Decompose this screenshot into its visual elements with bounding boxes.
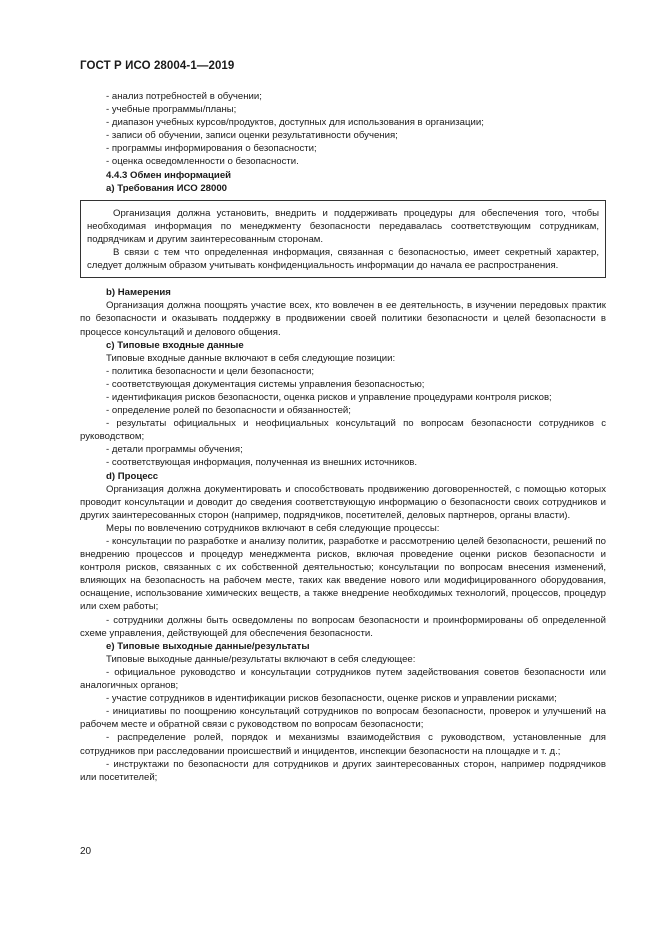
outputs-paragraph: Типовые выходные данные/результаты включают в себя следующее: xyxy=(106,653,416,665)
intent-paragraph: Организация должна поощрять участие всех, кто вовлечен в ее деятельность, в изучении передовых практик по безопасности и оказывать поддержку в продвижении своей политики безопасности и целей безопасности в процессе консультаций и делового общения. xyxy=(80,300,606,338)
outputs-list xyxy=(80,666,606,784)
list-item: - консультации по разработке и анализу политик, разработке и рассмотрению целей безопасности, решений по внедрению процессов и процедур менеджмента рисков, включая проведение оценки рисков безопасности и контроля рисков, связанных с их собственной деятельностью; консультации по вопросам внесения изменений, влияющих на безопасность на рабочем месте, таких как введение нового или модифицированного оборудования, оснащение, использование химических веществ, а также внедрение необходимых технологий, процессов, процедур или схем работы; xyxy=(80,536,606,613)
process-paragraph: Организация должна документировать и способствовать продвижению договоренностей, с помощью которых проводит консультации и доводит до сведения соответствующую информацию о безопасности своих сотрудников и других заинтересованных сторон (например, подрядчиков, посетителей, деловых партнеров, органы власти). xyxy=(80,483,606,521)
subsection-heading-c: c) Типовые входные данные xyxy=(106,339,244,351)
list-item: - участие сотрудников в идентификации рисков безопасности, оценке рисков и управлении рисками; xyxy=(106,693,557,705)
list-item: - инициативы по поощрению консультаций сотрудников по вопросам безопасности, проверок и улучшений на рабочем месте и обратной связи с руководством по вопросам безопасности; xyxy=(80,706,606,731)
subsection-heading-a: a) Требования ИСО 28000 xyxy=(106,182,227,194)
list-item: - записи об обучении, записи оценки результативности обучения; xyxy=(106,130,398,142)
list-item: - диапазон учебных курсов/продуктов, доступных для использования в организации; xyxy=(106,117,484,129)
requirements-paragraph: Организация должна установить, внедрить и поддерживать процедуры для обеспечения того, чтобы необходимая информация по менеджменту безопасности передавалась соответствующим сотрудникам, подрядчикам и другим заинтересованным сторонам. xyxy=(87,207,599,245)
process-list xyxy=(80,535,606,640)
list-item: - инструктажи по безопасности для сотрудников и других заинтересованных сторон, например подрядчиков или посетителей; xyxy=(80,758,606,783)
list-item: - детали программы обучения; xyxy=(106,444,243,456)
list-item: - политика безопасности и цели безопасности; xyxy=(106,365,314,377)
subsection-heading-e: e) Типовые выходные данные/результаты xyxy=(106,640,310,652)
subsection-heading-b: b) Намерения xyxy=(106,287,171,299)
list-item: - соответствующая документация системы управления безопасностью; xyxy=(106,378,425,390)
list-item: - идентификация рисков безопасности, оценка рисков и управление процедурами контроля рисков; xyxy=(106,391,552,403)
list-item: - соответствующая информация, полученная из внешних источников. xyxy=(106,457,418,469)
list-item: - оценка осведомленности о безопасности. xyxy=(106,156,299,168)
requirements-box xyxy=(80,200,606,278)
list-item: - учебные программы/планы; xyxy=(106,104,237,116)
page-content xyxy=(80,90,606,784)
list-item: - программы информирования о безопасности; xyxy=(106,143,317,155)
list-item: - сотрудники должны быть осведомлены по вопросам безопасности и проинформированы об определенной схеме управления, действующей для обеспечения безопасности. xyxy=(80,614,606,639)
list-item: - определение ролей по безопасности и обязанностей; xyxy=(106,405,351,417)
list-item: - распределение ролей, порядок и механизмы взаимодействия с руководством, установленные для сотрудников при расследовании происшествий и инцидентов, инспекции безопасности на площадке и т. д.; xyxy=(80,732,606,757)
training-list xyxy=(80,90,606,169)
document-header: ГОСТ Р ИСО 28004-1—2019 xyxy=(80,60,235,72)
list-item: - официальное руководство и консультации сотрудников путем задействования советов безопасности или аналогичных органов; xyxy=(80,666,606,692)
requirements-paragraph: В связи с тем что определенная информация, связанная с безопасностью, имеет секретный характер, следует должным образом учитывать конфиденциальность информации до начала ее распространения. xyxy=(87,247,599,272)
list-item: - результаты официальных и неофициальных консультаций по вопросам безопасности сотрудников с руководством; xyxy=(80,418,606,443)
section-heading-4-4-3: 4.4.3 Обмен информацией xyxy=(106,169,232,181)
subsection-heading-d: d) Процесс xyxy=(106,470,159,482)
page-number: 20 xyxy=(80,846,92,857)
inputs-list xyxy=(80,365,606,470)
process-paragraph: Меры по вовлечению сотрудников включают в себя следующие процессы: xyxy=(106,522,440,534)
list-item: - анализ потребностей в обучении; xyxy=(106,91,262,102)
inputs-paragraph: Типовые входные данные включают в себя следующие позиции: xyxy=(106,352,396,364)
